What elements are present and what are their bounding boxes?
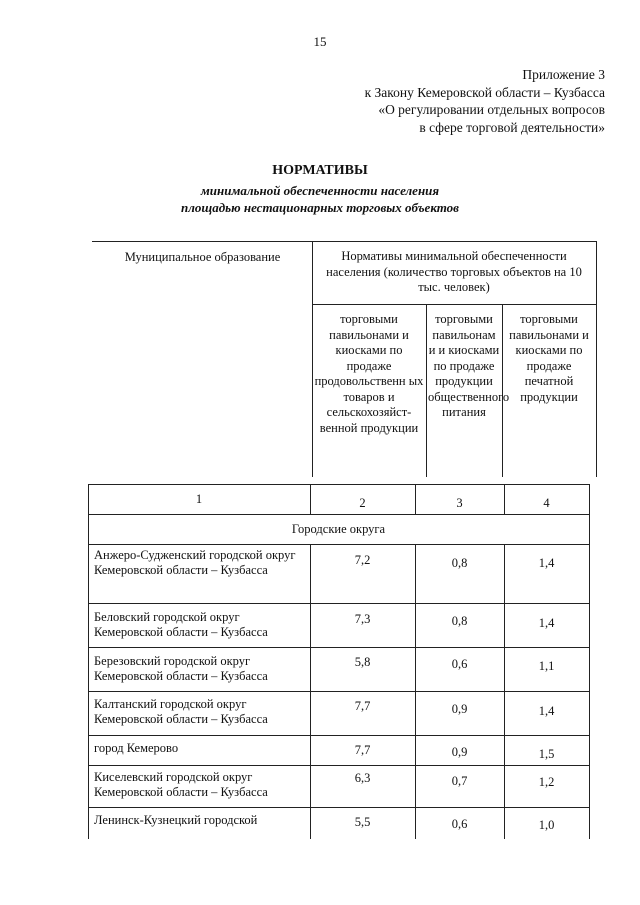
header-col-print: торговыми павильонами и киосками по продаже печатной продукции [509, 312, 589, 404]
appendix-line: в сфере торговой деятельности» [419, 119, 605, 135]
table-rule [88, 647, 589, 648]
value-catering: 0,9 [451, 702, 468, 716]
subtitle-line: площадью нестационарных торговых объектов [181, 200, 459, 215]
value-food: 7,7 [354, 699, 371, 713]
column-number: 3 [456, 496, 463, 510]
value-print: 1,5 [538, 747, 555, 761]
value-print: 1,2 [538, 775, 555, 789]
municipality-name: Ленинск-Кузнецкий городской [94, 813, 258, 827]
municipality-name: город Кемерово [94, 741, 179, 755]
table-rule [88, 765, 589, 766]
value-catering: 0,8 [451, 614, 468, 628]
value-print: 1,4 [538, 616, 555, 630]
table-rule [92, 241, 596, 242]
appendix-line: Приложение 3 [522, 67, 605, 82]
table-rule [596, 241, 597, 477]
table-rule [88, 484, 589, 485]
appendix-line: «О регулировании отдельных вопросов [378, 102, 605, 117]
table-rule [88, 484, 89, 839]
value-print: 1,4 [538, 556, 555, 570]
header-municipality: Муниципальное образование [124, 250, 281, 264]
header-col-catering: торговыми павильонам и и киосками по продаже продукции общественного питания [428, 312, 510, 419]
table-rule [88, 603, 589, 604]
value-catering: 0,6 [451, 817, 468, 831]
municipality-name: Беловский городской округ Кемеровской области – Кузбасса [94, 610, 268, 639]
page-number: 15 [313, 34, 327, 49]
municipality-name: Березовский городской округ Кемеровской области – Кузбасса [94, 654, 268, 683]
header-norms-group: Нормативы минимальной обеспеченности населения (количество торговых объектов на 10 тыс. человек) [326, 249, 582, 294]
value-food: 7,2 [354, 553, 371, 567]
table-rule [88, 514, 589, 515]
value-catering: 0,9 [451, 745, 468, 759]
value-food: 7,7 [354, 743, 371, 757]
column-number: 1 [195, 492, 203, 506]
value-catering: 0,7 [451, 774, 468, 788]
municipality-name: Калтанский городской округ Кемеровской области – Кузбасса [94, 697, 268, 726]
value-catering: 0,6 [451, 657, 468, 671]
appendix-line: к Закону Кемеровской области – Кузбасса [364, 84, 605, 100]
document-subtitle [0, 182, 640, 216]
section-heading: Городские округа [291, 522, 386, 536]
header-col-food: торговыми павильонами и киосками по продаже продовольственн ых товаров и сельскохозяйст-венной продукции [314, 312, 424, 435]
value-print: 1,4 [538, 704, 555, 718]
table-rule [88, 735, 589, 736]
value-food: 5,5 [354, 815, 371, 829]
value-food: 5,8 [354, 655, 371, 669]
municipality-name: Анжеро-Судженский городской округ Кемеровской области – Кузбасса [94, 548, 296, 577]
column-number: 4 [543, 496, 550, 510]
value-print: 1,1 [538, 659, 555, 673]
table-rule [88, 807, 589, 808]
table-rule [88, 691, 589, 692]
subtitle-line: минимальной обеспеченности населения [200, 183, 440, 198]
value-food: 7,3 [354, 612, 371, 626]
table-rule [88, 544, 589, 545]
document-title: НОРМАТИВЫ [272, 163, 368, 178]
appendix-reference [365, 66, 605, 136]
table-rule [589, 484, 590, 839]
municipality-name: Киселевский городской округ Кемеровской области – Кузбасса [94, 770, 268, 799]
table-rule [312, 304, 596, 305]
value-print: 1,0 [538, 818, 555, 832]
value-catering: 0,8 [451, 556, 468, 570]
value-food: 6,3 [354, 771, 371, 785]
column-number: 2 [359, 496, 366, 510]
